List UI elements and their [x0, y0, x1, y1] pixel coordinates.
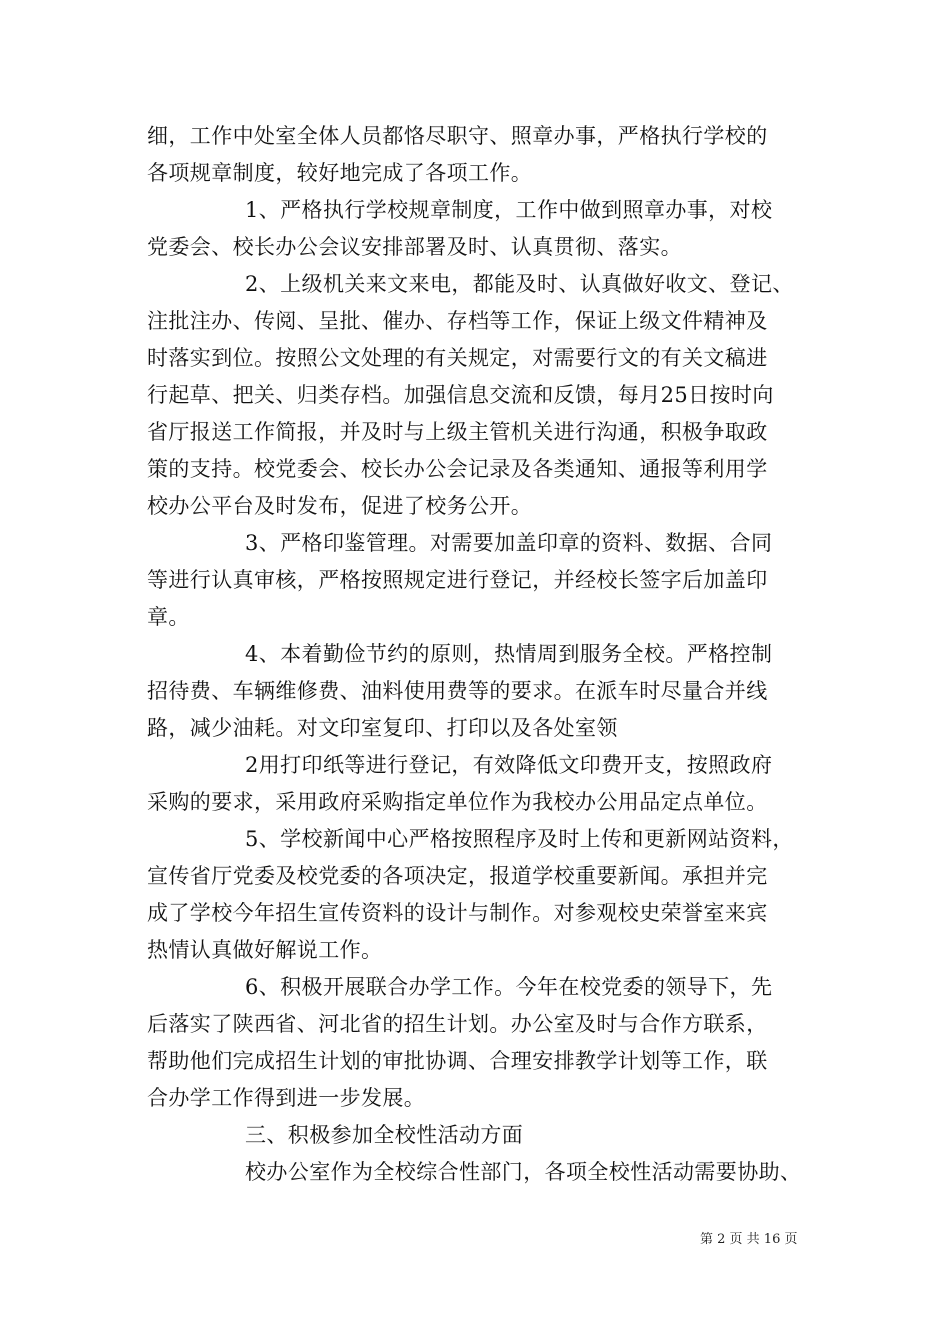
text-line: 各项规章制度，较好地完成了各项工作。	[147, 161, 533, 185]
text-line: 热情认真做好解说工作。	[147, 938, 383, 962]
text-line: 校办公平台及时发布，促进了校务公开。	[147, 494, 533, 518]
text-line: 6、积极开展联合办学工作。今年在校党委的领导下，先	[245, 975, 773, 999]
text-line: 4、本着勤俭节约的原则，热情周到服务全校。严格控制	[245, 642, 773, 666]
text-line: 党委会、校长办公会议安排部署及时、认真贯彻、落实。	[147, 235, 682, 259]
text-line: 招待费、车辆维修费、油料使用费等的要求。在派车时尽量合并线	[147, 679, 768, 703]
text-line: 1、严格执行学校规章制度，工作中做到照章办事，对校	[245, 198, 773, 222]
text-line: 2、上级机关来文来电，都能及时、认真做好收文、登记、	[245, 272, 794, 296]
text-line: 2用打印纸等进行登记，有效降低文印费开支，按照政府	[245, 753, 773, 777]
section-heading: 三、积极参加全校性活动方面	[245, 1123, 524, 1147]
body-text	[147, 118, 817, 1191]
text-line: 章。	[147, 605, 190, 629]
text-line: 路，减少油耗。对文印室复印、打印以及各处室领	[147, 716, 618, 740]
text-line: 合办学工作得到进一步发展。	[147, 1086, 426, 1110]
text-line: 后落实了陕西省、河北省的招生计划。办公室及时与合作方联系，	[147, 1012, 768, 1036]
text-line: 策的支持。校党委会、校长办公会记录及各类通知、通报等利用学	[147, 457, 768, 481]
text-line: 3、严格印鉴管理。对需要加盖印章的资料、数据、合同	[245, 531, 773, 555]
page-number-footer: 第 2 页 共 16 页	[700, 1232, 798, 1247]
text-line: 成了学校今年招生宣传资料的设计与制作。对参观校史荣誉室来宾	[147, 901, 768, 925]
text-line: 校办公室作为全校综合性部门，各项全校性活动需要协助、	[245, 1160, 802, 1184]
text-line: 5、学校新闻中心严格按照程序及时上传和更新网站资料，	[245, 827, 794, 851]
text-line: 时落实到位。按照公文处理的有关规定，对需要行文的有关文稿进	[147, 346, 768, 370]
text-line: 省厅报送工作简报，并及时与上级主管机关进行沟通，积极争取政	[147, 420, 768, 444]
text-line: 采购的要求，采用政府采购指定单位作为我校办公用品定点单位。	[147, 790, 768, 814]
text-line: 行起草、把关、归类存档。加强信息交流和反馈，每月25日按时向	[147, 383, 774, 407]
text-line: 帮助他们完成招生计划的审批协调、合理安排教学计划等工作，联	[147, 1049, 768, 1073]
text-line: 注批注办、传阅、呈批、催办、存档等工作，保证上级文件精神及	[147, 309, 768, 333]
text-line: 宣传省厅党委及校党委的各项决定，报道学校重要新闻。承担并完	[147, 864, 768, 888]
text-line: 等进行认真审核，严格按照规定进行登记，并经校长签字后加盖印	[147, 568, 768, 592]
text-line: 细，工作中处室全体人员都恪尽职守、照章办事，严格执行学校的	[147, 124, 768, 148]
